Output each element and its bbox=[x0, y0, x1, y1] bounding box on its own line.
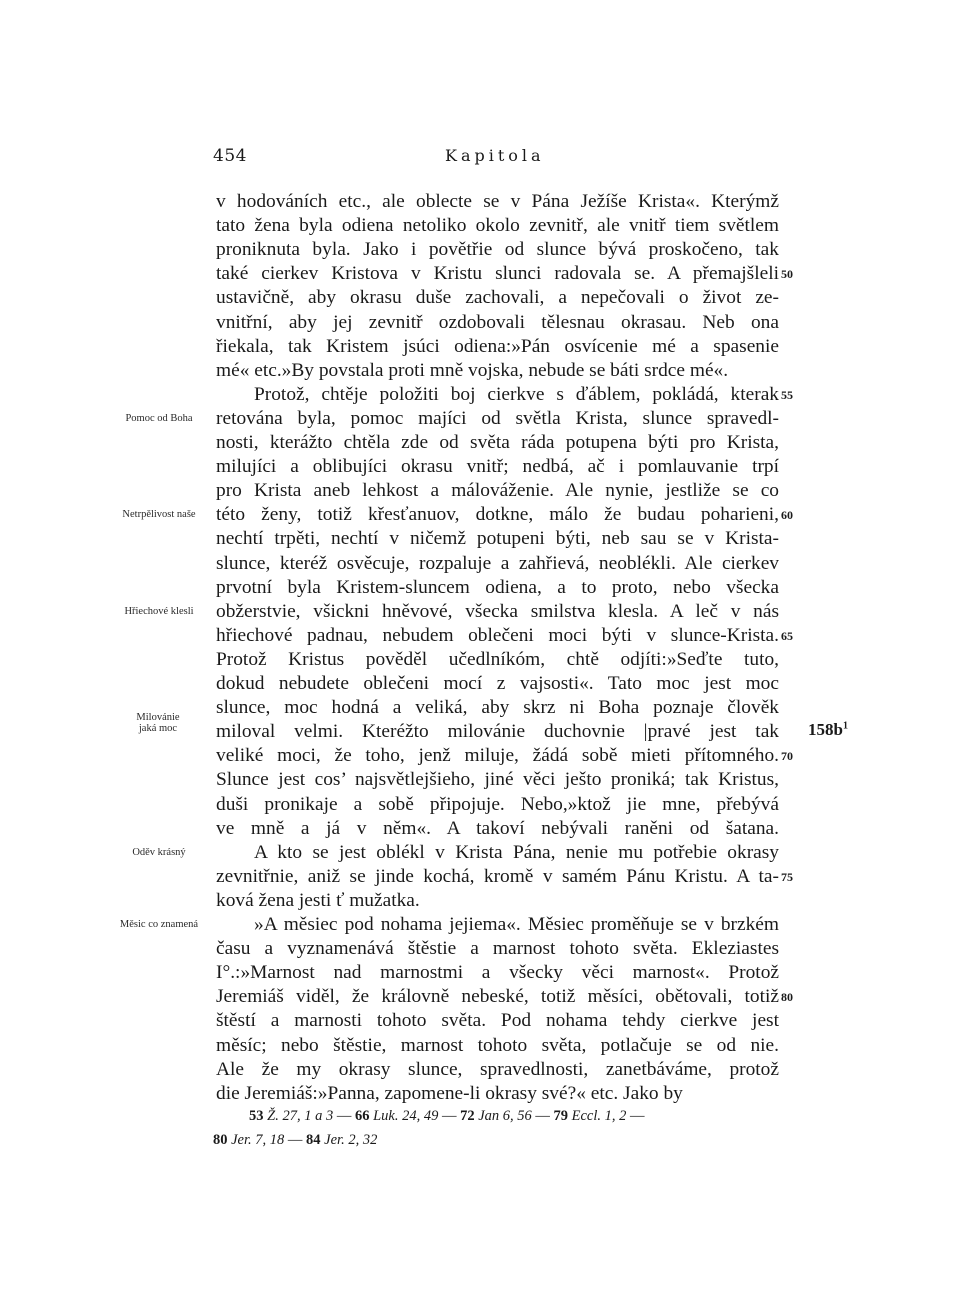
text-line: prvotní byla Kristem-sluncem odiena, a to proto, nebo všecka bbox=[216, 576, 779, 598]
text-line: miloval velmi. Kteréžto milovánie duchovnie |pravé jest tak bbox=[216, 721, 779, 743]
text-line: pro Krista aneb lehkost a málováženie. Ale nynie, jestliže se co bbox=[216, 480, 779, 502]
footnote-citation: Jer. 7, 18 bbox=[231, 1132, 285, 1148]
text-line: obžerstvie, všickni hněvové, všecka smilstva klesla. A leč v nás bbox=[216, 600, 779, 622]
text-line: Ale že my okrasy slunce, spravedlnosti, zanetbáváme, protož bbox=[216, 1058, 779, 1080]
margin-note: Netrpělivost naše bbox=[122, 509, 196, 521]
footnotes bbox=[213, 1104, 783, 1152]
text-line: proniknuta byla. Jako i povětřie od slunce bývá proskočeno, tak bbox=[216, 239, 779, 261]
text-line: ková žena jesti ť mužatka. bbox=[216, 889, 420, 911]
line-number: 75 bbox=[781, 869, 793, 884]
footnote-line-ref: 79 bbox=[553, 1108, 572, 1124]
margin-note: Milovánie jaká moc bbox=[136, 712, 180, 735]
line-number: 65 bbox=[781, 628, 793, 643]
footnote-line bbox=[213, 1128, 783, 1152]
text-line: slunce, moc hodná a veliká, aby skrz ni Boha poznaje člověk bbox=[216, 697, 779, 719]
text-line: Protož Kristus pověděl učedlníkóm, chtě odjíti:»Seďte tuto, bbox=[216, 648, 779, 670]
text-line: řiekala, tak Kristem jsúci odiena:»Pán osvícenie mé a spasenie bbox=[216, 335, 779, 357]
footnote-citation: Eccl. 1, 2 bbox=[571, 1108, 627, 1124]
footnote-line-ref: 66 bbox=[354, 1108, 374, 1124]
footnote-line-ref: 53 bbox=[249, 1108, 268, 1124]
margin-note: Oděv krásný bbox=[132, 846, 186, 858]
text-line: veliké moci, že toho, jenž miluje, žádá sobě mieti přítomného. bbox=[216, 745, 779, 767]
line-number: 55 bbox=[781, 387, 793, 402]
text-line: A kto se jest oblékl v Krista Pána, nenie mu potřebie okrasy bbox=[254, 841, 779, 863]
text-line: času a vyznamenává štěstie a marnost tohoto světa. Ekleziastes bbox=[216, 938, 779, 960]
footnote-citation: — bbox=[626, 1108, 645, 1124]
text-line: slunce, kteréž osvěcuje, rozpaluje a zahřievá, neoblékli. Ale cierkev bbox=[216, 552, 779, 574]
footnote-citation: — bbox=[438, 1108, 461, 1124]
running-title: Kapitola bbox=[445, 146, 545, 165]
text-line: ustavičně, aby okrasu duše zachovali, a nepečovali o život ze- bbox=[216, 287, 779, 309]
footnote-citation: — bbox=[333, 1108, 355, 1124]
footnote-citation: — bbox=[531, 1108, 554, 1124]
text-line: I°.:»Marnost nad marnostmi a všecky věci marnost«. Protož bbox=[216, 962, 779, 984]
text-line: »A měsiec pod nohama jejiema«. Měsiec proměňuje se v brzkém bbox=[254, 914, 779, 935]
margin-note: Pomoc od Boha bbox=[125, 412, 193, 424]
text-line: duši pronikaje a sobě připojuje. Nebo,»ktož jie mne, přebývá bbox=[216, 793, 779, 815]
footnote-citation: Ž. 27, 1 a 3 bbox=[267, 1108, 334, 1124]
footnote-citation: — bbox=[284, 1132, 307, 1148]
text-line: této ženy, totiž křesťanuov, dotkne, málo že budau poharieni, bbox=[216, 504, 779, 526]
folio-mark: $158b^1$ bbox=[808, 720, 848, 739]
line-number: 80 bbox=[781, 990, 793, 1005]
page-number: 454 bbox=[213, 146, 247, 166]
footnote-citation: Jer. 2, 32 bbox=[324, 1132, 378, 1148]
text-line: vnitřní, aby jej zevnitř ozdobovali tělesnau okrasau. Neb ona bbox=[216, 311, 779, 333]
text-line: Protož, chtěje položiti boj cierkve s ďáblem, pokládá, kterak bbox=[254, 383, 779, 405]
footnote-line bbox=[213, 1104, 783, 1128]
text-line: zevnitřnie, aniž se jinde kochá, kromě v samém Pánu Kristu. A ta- bbox=[216, 865, 779, 887]
text-line: nechtí trpěti, nechtí v ničemž potupeni býti, neb sau se v Krista- bbox=[216, 528, 779, 550]
margin-note: Hřiechové klesli bbox=[124, 605, 194, 617]
text-line: štěstí a marnosti tohoto světa. Pod nohama tehdy cierkve jest bbox=[216, 1010, 779, 1032]
text-line: měsíc; nebo štěstie, marnost tohoto světa, potlačuje se od nie. bbox=[216, 1034, 779, 1056]
text-line: dokud nebudete oblečeni mocí z vajsosti«. Tato moc jest moc bbox=[216, 673, 779, 694]
text-line: ve mně a já v něm«. A takoví nebývali raněni od šatana. bbox=[216, 817, 779, 839]
text-line: mé« etc.»By povstala proti mně vojska, nebude se báti srdce mé«. bbox=[216, 359, 729, 381]
margin-note: Měsic co znamená bbox=[119, 919, 199, 930]
text-line: také cierkev Kristova v Kristu slunci radovala se. A přemajšleli bbox=[216, 263, 779, 285]
text-line: Slunce jest cos’ najsvětlejšieho, jiné věci ješto proniká; tak Kristus, bbox=[216, 769, 779, 791]
footnote-line-ref: 72 bbox=[460, 1108, 479, 1124]
line-number: 60 bbox=[781, 508, 793, 523]
footnote-line-ref: 80 bbox=[213, 1132, 232, 1148]
text-line: v hodováních etc., ale oblecte se v Pána Ježíše Krista«. Kterýmž bbox=[216, 191, 779, 212]
text-line: tato žena byla odiena netoliko okolo zevnitř, ale vnitř tiem světlem bbox=[216, 215, 779, 237]
text-line: nosti, kterážto chtěla zde od světa ráda potupena býti pro Krista, bbox=[216, 432, 779, 453]
footnote-line-ref: 84 bbox=[306, 1132, 325, 1148]
text-line: die Jeremiáš:»Panna, zapomene-li okrasy své?« etc. Jako by bbox=[216, 1082, 683, 1104]
line-number: 70 bbox=[781, 749, 793, 764]
text-line: hřiechové padnau, nebudem oblečeni moci býti v slunce-Krista. bbox=[216, 624, 779, 646]
footnote-citation: Jan 6, 56 bbox=[478, 1108, 532, 1124]
line-number: 50 bbox=[781, 267, 793, 282]
footnote-citation: Luk. 24, 49 bbox=[373, 1108, 439, 1124]
text-line: milujíci a oblibujíci okrasu vnitř; nedbá, ač i pomlauvanie trpí bbox=[216, 456, 779, 478]
text-line: retována byla, pomoc majíci od světla Krista, slunce spravedl- bbox=[216, 407, 779, 429]
text-line: Jeremiáš viděl, že královně nebeské, totiž měsíci, obětovali, totiž bbox=[216, 986, 779, 1008]
